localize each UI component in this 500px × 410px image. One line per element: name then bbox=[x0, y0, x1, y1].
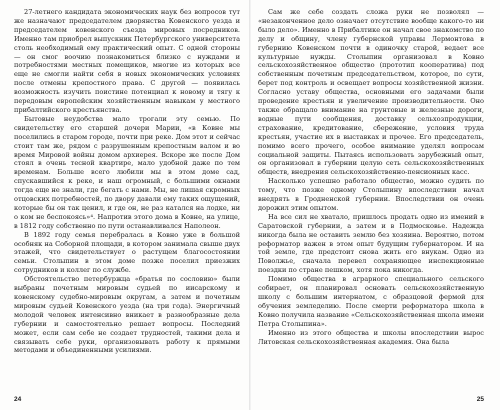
paragraph: На все сил не хватало, пришлось продать одно из имений в Саратовской губернии, а затем и в Подмосковье. Надежда никогда была не оставить землю без хозяина. Вероятно, потом реформатор важен в этом опыт будущим губернатором. И на той земле, где предстоит снова жить его внукам. Одно из Поволжье, сначала перевел сохраняющее инспекционные поездки по стране пешком, хотя пока никогда. bbox=[258, 212, 484, 275]
paragraph: Именно из этого общества и школы впоследствии вырос Литовская сельскохозяйственная академия. Она была bbox=[258, 328, 484, 346]
left-page bbox=[14, 8, 240, 403]
paragraph: Насколько успешно работало общество, можно судить по тому, что позже одному Столыпину впоследствии начал внедрять в Гродненской губернии. Впоследствии он очень дорожил этим опытом. bbox=[258, 177, 484, 212]
paragraph: В 1892 году семья перебралась в Ковно уже в большой особняк на Соборной площади, в котором занимала свыше двух этажей, что свидетельствует о растущем благосостоянии семьи. Столыпин в этом доме позже поселил приезжих сотрудников и коллег по службе. bbox=[14, 230, 240, 275]
page-number: 24 bbox=[14, 396, 22, 403]
left-page-text bbox=[14, 8, 240, 355]
right-page bbox=[258, 8, 484, 403]
paragraph: 27-летнего кандидата экономических наук без вопросов тут же назначают председателем дворянства Ковенского уезда и председателем ковенского съезда мировых посредников. Именно там приобрел выпускник Петербургского университета столь необходимый ему практический опыт. С одной стороны — он смог воочию познакомиться близко с нуждами и потребностями местных помещиков, многие из которых все еще не смогли найти себя в новых экономических условиях после отмены крепостного права. С другой — появилась возможность изучить поистине потенциал к новому и тягу к передовым европейским хозяйственным навыкам у местного прибалтийского крестьянства. bbox=[14, 8, 240, 114]
page-number: 25 bbox=[476, 396, 484, 403]
paragraph: Сам же себе создать сложа руки не позволял — «незаконченное дело означает отсутствие вообще какого-то ни было дело». Именно в Прибалтике он начал свое знакомство по делу и общину, члену губернской управы Лермонтова в губернию Ковенском почти в одиночку старой, ведает все культурные нужды. Столыпин организовал в Ковно сельскохозяйственное общество (прототип кооператива) под собственным почетным председательством, которое, по сути, берет под контроль и освещает вопросы хозяйственной жизни. Согласно уставу общества, основными его задачами были проведение крестьян и увеличение производительности. Оно также обращало внимание на грунтовые и железные дороги, водные пути сообщения, доставку сельхозпродукции, страхование, кредитование, сбережение, условия труда крестьян, участие их в выставках и прочее. Его председатель, помимо всего прочего, особое внимание уделял вопросам социальной защиты. Пытаясь использовать зарубежный опыт, он организовал в губернии целую сеть сельскохозяйственных обществ, внедрения сельскохозяйственно-пенсионных касс. bbox=[258, 8, 484, 177]
paragraph: Обстоятельство петербуржца «братья по сословию» были выбраны почетным мировым судьей по ииcарскому и ковенскому судебно-мировым округам, а затем и почетным мировым судьей Ковенского уезда (на три года). Энергичный молодой человек интенсивно вникает в разнообразные дела губернии и самостоятельно решает вопросы. Последний может, если сам себе не создает трудностей, такими дела и связывать себе руки, организовывать работу к прямыми методами и объединенными усилиями. bbox=[14, 275, 240, 355]
paragraph: Бытовые неудобства мало трогали эту семью. По свидетельству его старшей дочери Марии, «в Ковне мы поселились в старом городе, почти при реке. Дом этот и сейчас стоит там же, рядом с разрушенным крепостным валом и во время Мировой войны домом архиерея. Вскоре же после Дом стоял в очень тесной квартире, мало удобной даже по тем временам. Больше всего любили мы в этом доме сад, спускавшийся к реке, и наш огромный, с большими окнами тогда еще не знали, где бегать с нами. Мы, не лишая скромных отцовских потребностей, по двору давали ему таких ощущений, которые бы он так ценил, и где он, не раз катался на лодке, ни о ком не беспокоясь»⁴. Напротив этого дома в Ковне, на улице, в 1812 году собственно по пути останавливался Наполеон. bbox=[14, 114, 240, 230]
paragraph: Помимо общества в аграрного специального сельского собирает, он планировал основать сельскохозяйственную школу с большим интернатом, с образцовой фермой для обучения земледелию. После смерти реформатора школа в Ковно получила название «Сельскохозяйственная школа имени Петра Столыпина». bbox=[258, 275, 484, 328]
book-gutter bbox=[249, 0, 251, 410]
right-page-text bbox=[258, 8, 484, 346]
